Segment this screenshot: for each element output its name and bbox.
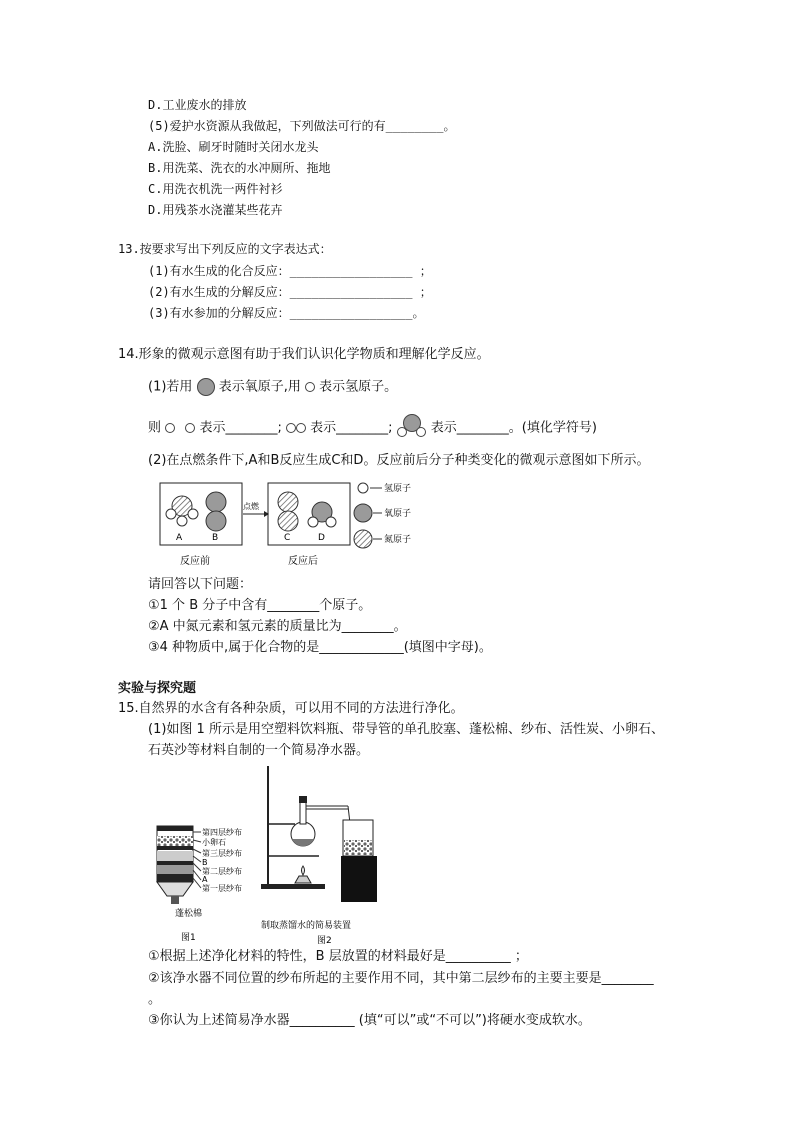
- q15-r1: ①根据上述净化材料的特性，B 层放置的材料最好是__________ ；: [148, 949, 528, 964]
- layer-pebbles: [157, 836, 193, 846]
- hydrogen-atom: [177, 516, 187, 526]
- hydrogen-atom: [166, 509, 176, 519]
- q14-fill-1: 表示________;: [199, 420, 282, 436]
- label-b: B: [212, 533, 219, 543]
- figure-2-caption: 制取蒸馏水的简易装置: [261, 921, 352, 931]
- reaction-diagram: [150, 478, 450, 570]
- water-molecule-icon: [397, 418, 427, 438]
- hydrogen-atom-icon: [296, 423, 306, 433]
- hydrogen-atom: [326, 517, 336, 527]
- q12-option-a: A.洗脸、刷牙时随时关闭水龙头: [148, 140, 319, 154]
- legend-hydrogen: 氢原子: [384, 484, 412, 494]
- q13-sub1: (1)有水生成的化合反应：_________________ ；: [148, 264, 432, 278]
- beaker-block: [341, 856, 377, 902]
- q14-part1-prefix: (1)若用: [148, 379, 193, 395]
- layer-1-gauze: [157, 874, 193, 882]
- label-layer3: 第三层纱布: [202, 849, 242, 858]
- q13-sub2: (2)有水生成的分解反应：_________________ ；: [148, 285, 432, 299]
- label-layer2: 第二层纱布: [202, 867, 242, 876]
- q15-part1: (1)如图 1 所示是用空塑料饮料瓶、带导管的单孔胶塞、蓬松棉、纱布、活性炭、小卵石、: [148, 722, 664, 737]
- alcohol-lamp: [295, 876, 311, 883]
- label-b: B: [202, 858, 208, 867]
- q12-option-b: B.用洗菜、洗衣的水冲厕所、拖地: [148, 161, 331, 175]
- q12-option-d: D.工业废水的排放: [148, 98, 247, 112]
- layer-4-gauze: [157, 826, 193, 831]
- flask-neck: [300, 802, 306, 824]
- hydrogen-atom: [308, 517, 318, 527]
- q14-fill-3: 表示________。(填化学符号): [430, 420, 597, 436]
- q14-stem: 14.形象的微观示意图有助于我们认识化学物质和理解化学反应。: [118, 347, 490, 362]
- q14-fill-2: 表示________;: [310, 420, 393, 436]
- q15-r3: ③你认为上述简易净水器__________ (填“可以”或“不可以”)将硬水变成软水。: [148, 1013, 591, 1028]
- bottle-neck: [157, 882, 193, 896]
- flame: [302, 866, 305, 875]
- q14-r1: ①1 个 B 分子中含有________个原子。: [148, 598, 372, 613]
- q14-part1-suffix: 表示氢原子。: [319, 379, 398, 395]
- oxygen-atom: [206, 511, 226, 531]
- layer-b: [157, 851, 193, 861]
- q14-ask: 请回答以下问题：: [148, 577, 253, 592]
- label-d: D: [318, 533, 325, 543]
- label-a: A: [202, 875, 208, 884]
- label-a: A: [176, 533, 183, 543]
- q15-r2: ②该净水器不同位置的纱布所起的主要作用不同，其中第二层纱布的主要主要是________: [148, 971, 654, 986]
- section-heading: 实验与探究题: [118, 681, 197, 696]
- legend-hydrogen-icon: [358, 483, 368, 493]
- q14-r2: ②A 中氮元素和氢元素的质量比为________。: [148, 619, 407, 634]
- layer-a: [157, 865, 193, 874]
- q14-part1-fill: [148, 418, 597, 438]
- q12-part5: (5)爱护水资源从我做起，下列做法可行的有________。: [148, 119, 456, 133]
- legend-nitrogen-icon: [354, 530, 372, 548]
- oxygen-atom: [206, 492, 226, 512]
- label-layer1: 第一层纱布: [202, 884, 242, 893]
- q14-fill-prefix: 则: [148, 420, 162, 436]
- hydrogen-atom-icon: [185, 423, 195, 433]
- q15-r2-end: 。: [148, 992, 162, 1007]
- q14-part1: [148, 378, 397, 397]
- q12-option-c: C.用洗衣机洗一两件衬衫: [148, 182, 283, 196]
- flask-liquid: [292, 839, 314, 846]
- label-pebbles: 小卵石: [202, 838, 226, 847]
- legend-oxygen: 氧原子: [384, 509, 412, 519]
- q15-part1b: 石英沙等材料自制的一个简易净水器。: [148, 743, 370, 758]
- stand-base: [261, 884, 325, 889]
- arrow-label: 点燃: [243, 502, 259, 511]
- beaker-water: [344, 840, 372, 855]
- q14-r3: ③4 种物质中,属于化合物的是_____________(填图中字母)。: [148, 640, 492, 655]
- q14-part2: (2)在点燃条件下,A和B反应生成C和D。反应前后分子种类变化的微观示意图如下所示。: [148, 453, 650, 468]
- nitrogen-atom: [278, 511, 298, 531]
- after-caption: 反应后: [288, 556, 318, 567]
- q13-stem: 13.按要求写出下列反应的文字表达式：: [118, 242, 332, 256]
- stopper: [171, 896, 179, 904]
- layer-3-gauze: [157, 846, 193, 850]
- figure-2-distillation: [255, 762, 395, 948]
- q15-stem: 15.自然界的水含有各种杂质，可以用不同的方法进行净化。: [118, 701, 464, 716]
- hydrogen-atom: [188, 509, 198, 519]
- nitrogen-atom: [278, 492, 298, 512]
- before-caption: 反应前: [180, 556, 210, 567]
- flask-stopper: [299, 796, 307, 803]
- hydrogen-atom-icon: [305, 382, 315, 392]
- q12-option-d2: D.用残茶水浇灌某些花卉: [148, 203, 283, 217]
- legend-oxygen-icon: [354, 504, 372, 522]
- q14-part1-mid: 表示氧原子,用: [218, 379, 301, 395]
- figure-2-label: 图2: [317, 936, 332, 946]
- hydrogen-atom-icon: [165, 423, 175, 433]
- layer-2-gauze: [157, 861, 193, 865]
- hydrogen-atom-icon: [286, 423, 296, 433]
- figure-1-water-filter: [145, 818, 255, 946]
- legend-nitrogen: 氮原子: [384, 535, 412, 545]
- label-layer4: 第四层纱布: [202, 828, 242, 837]
- figure-1-caption: 图1: [181, 933, 196, 943]
- oxygen-atom-icon: [197, 378, 215, 396]
- q13-sub3: (3)有水参加的分解反应：_________________。: [148, 306, 425, 320]
- label-c: C: [284, 533, 291, 543]
- label-cotton: 蓬松棉: [175, 909, 203, 919]
